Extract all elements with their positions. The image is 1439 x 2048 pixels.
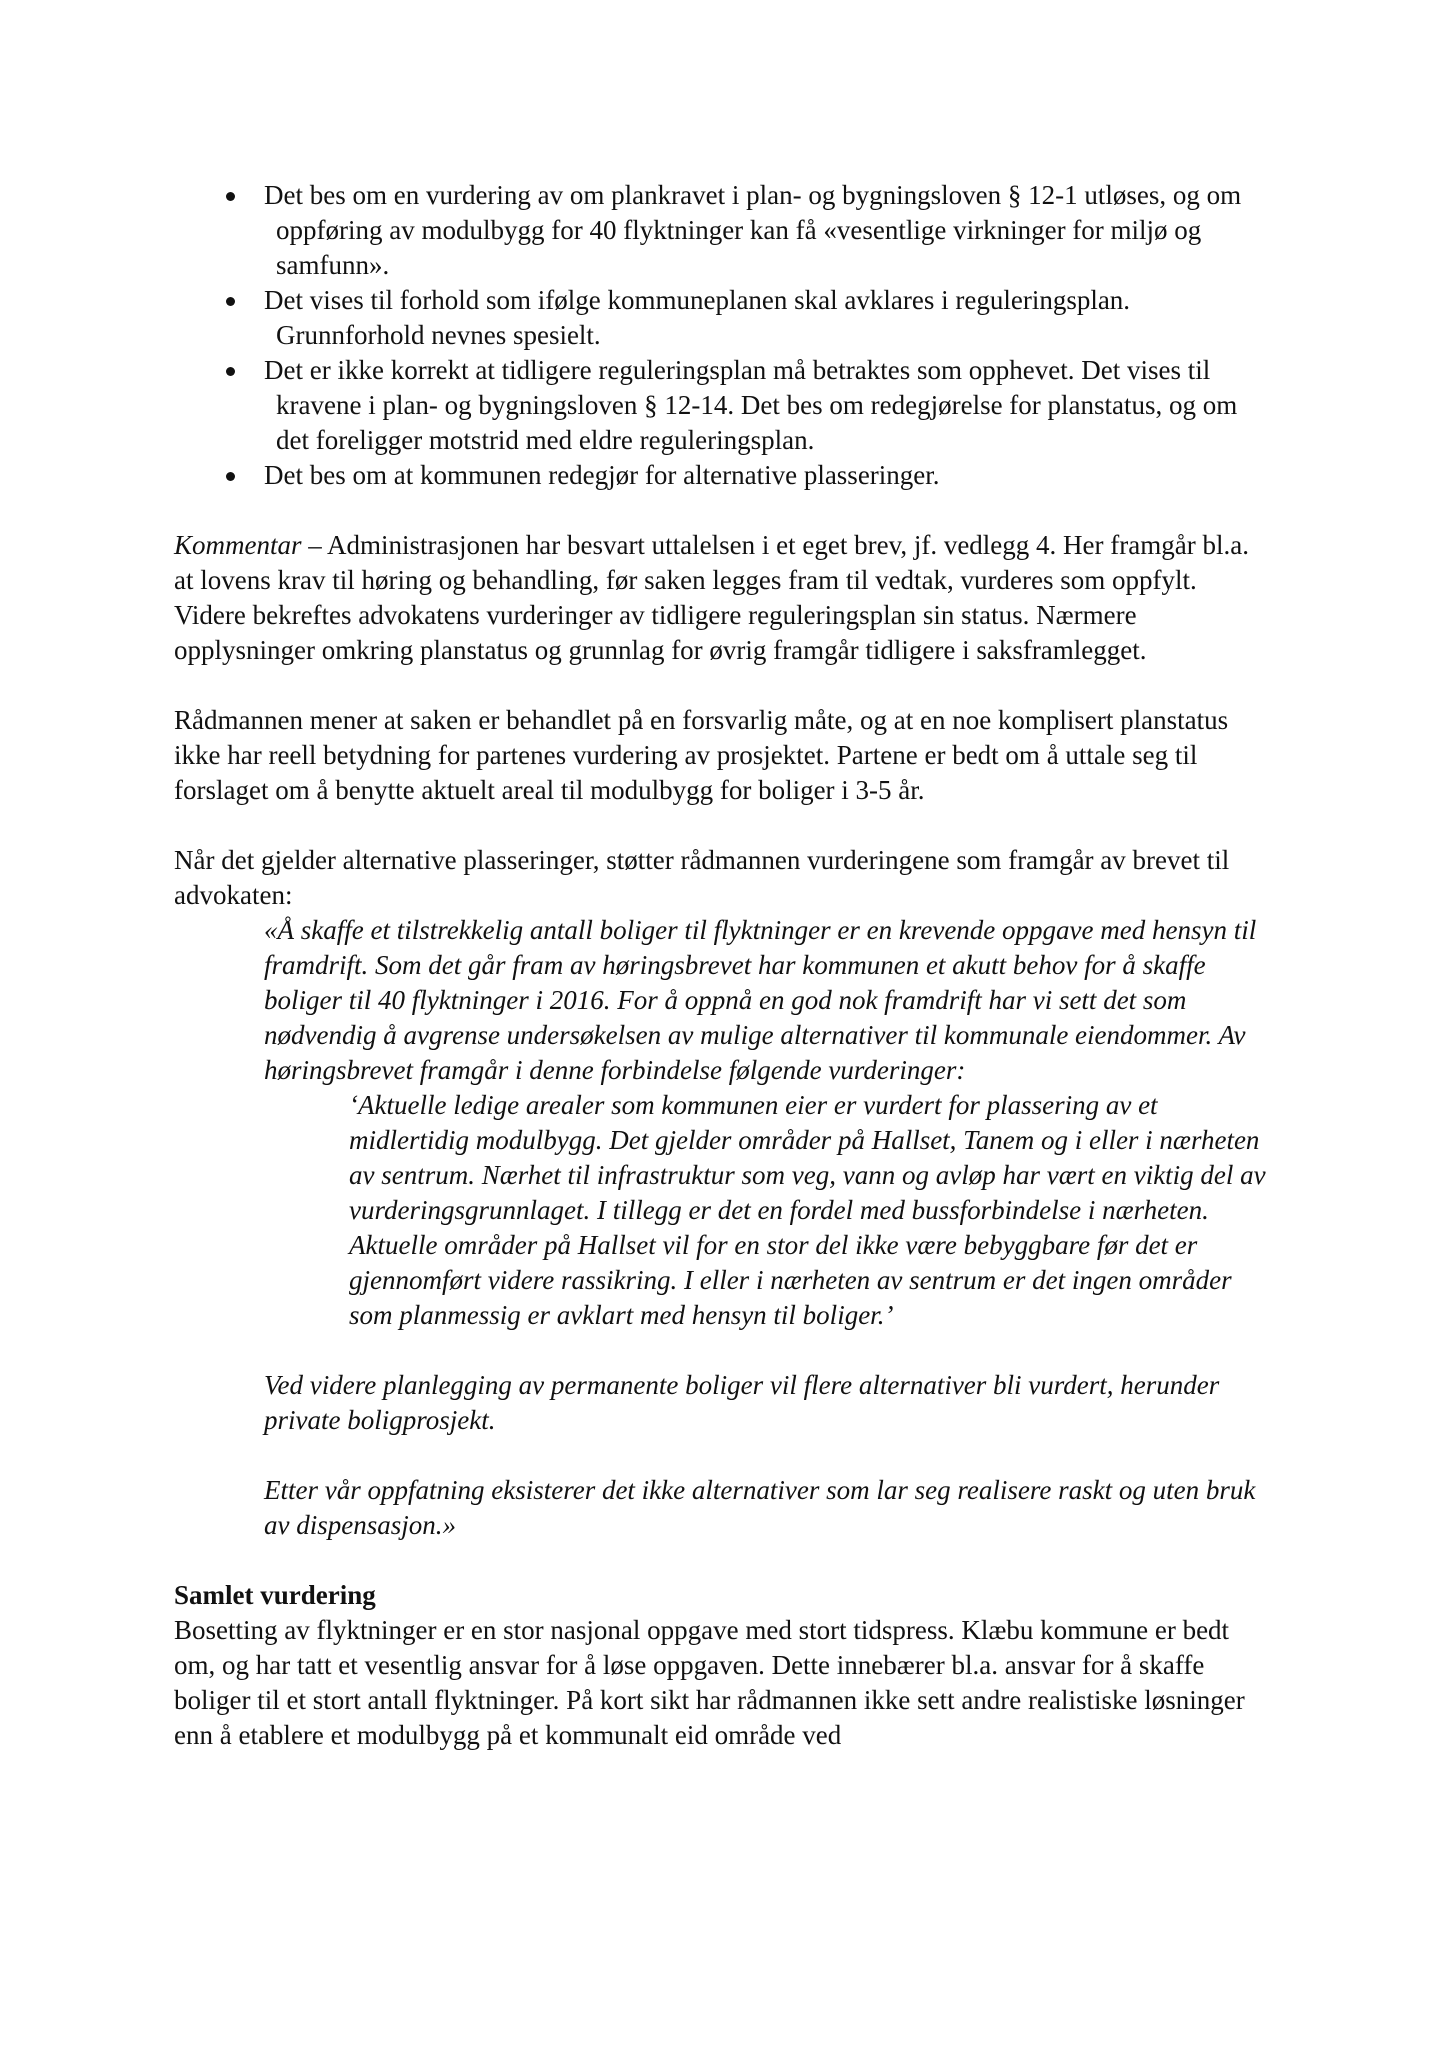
list-item <box>174 458 1274 493</box>
body-paragraph: Når det gjelder alternative plasseringer, støtter rådmannen vurderingene som framgår av brevet til advokaten: <box>174 845 1230 910</box>
quote-paragraph: Etter vår oppfatning eksisterer det ikke alternativer som lar seg realisere raskt og uten bruk av dispensasjon.» <box>264 1475 1256 1540</box>
comment-label: Kommentar <box>174 530 302 560</box>
body-paragraph: Rådmannen mener at saken er behandlet på en forsvarlig måte, og at en noe komplisert planstatus ikke har reell betydning for partenes vurdering av prosjektet. Partene er bedt om å uttale seg til forslaget om å benytte aktuelt areal til modulbygg for boliger i 3-5 år. <box>174 705 1229 805</box>
quote-paragraph: «Å skaffe et tilstrekkelig antall boliger til flyktninger er en krevende oppgave med hensyn til framdrift. Som det går fram av høringsbrevet har kommunen et akutt behov for å skaffe boliger til 40 flyktninger i 2016. For å oppnå en god nok framdrift har vi sett det som nødvendig å avgrense undersøkelsen av mulige alternativer til kommunale eiendommer. Av høringsbrevet framgår i denne forbindelse følgende vurderinger: <box>264 915 1257 1085</box>
bullet-list <box>174 178 1274 493</box>
section-paragraph: Bosetting av flyktninger er en stor nasjonal oppgave med stort tidspress. Klæbu kommune er bedt om, og har tatt et vesentlig ansvar for å løse oppgaven. Dette innebærer bl.a. ansvar for å skaffe boliger til et stort antall flyktninger. På kort sikt har rådmannen ikke sett andre realistiske løsninger enn å etablere et modulbygg på et kommunalt eid område ved <box>174 1615 1245 1750</box>
list-item-text: Det er ikke korrekt at tidligere reguleringsplan må betraktes som opphevet. Det vises til kravene i plan- og bygningsloven § 12-14. Det bes om redegjørelse for planstatus, og om det foreligger motstrid med eldre reguleringsplan. <box>264 355 1238 455</box>
comment-paragraph <box>174 528 1274 668</box>
bullet-icon <box>226 192 235 201</box>
bullet-icon <box>226 367 235 376</box>
list-item-text: Det vises til forhold som ifølge kommuneplanen skal avklares i reguleringsplan. Grunnforhold nevnes spesielt. <box>264 285 1131 350</box>
comment-text: – Administrasjonen har besvart uttalelsen i et eget brev, jf. vedlegg 4. Her framgår bl.a. at lovens krav til høring og behandling, før saken legges fram til vedtak, vurderes som oppfylt. Videre bekreftes advokatens vurderinger av tidligere reguleringsplan sin status. Nærmere opplysninger omkring planstatus og grunnlag for øvrig framgår tidligere i saksframlegget. <box>174 530 1249 665</box>
list-item-text: Det bes om en vurdering av om plankravet i plan- og bygningsloven § 12-1 utløses, og om oppføring av modulbygg for 40 flyktninger kan få «vesentlige virkninger for miljø og samfunn». <box>264 180 1242 280</box>
list-item <box>174 283 1274 353</box>
list-item-text: Det bes om at kommunen redegjør for alternative plasseringer. <box>264 460 940 490</box>
list-item <box>174 353 1274 458</box>
document-body <box>174 178 1274 1753</box>
bullet-icon <box>226 297 235 306</box>
nested-quote <box>264 1088 1274 1333</box>
nested-quote-paragraph: ‘Aktuelle ledige arealer som kommunen eier er vurdert for plassering av et midlertidig modulbygg. Det gjelder områder på Hallset, Tanem og i eller i nærheten av sentrum. Nærhet til infrastruktur som veg, vann og avløp har vært en viktig del av vurderingsgrunnlaget. I tillegg er det en fordel med bussforbindelse i nærheten. Aktuelle områder på Hallset vil for en stor del ikke være bebyggbare før det er gjennomført videre rassikring. I eller i nærheten av sentrum er det ingen områder som planmessig er avklart med hensyn til boliger.’ <box>349 1090 1266 1330</box>
bullet-icon <box>226 472 235 481</box>
section-heading: Samlet vurdering <box>174 1580 376 1610</box>
block-quote <box>174 913 1274 1543</box>
quote-paragraph: Ved videre planlegging av permanente boliger vil flere alternativer bli vurdert, herunder private boligprosjekt. <box>264 1370 1220 1435</box>
list-item <box>174 178 1274 283</box>
